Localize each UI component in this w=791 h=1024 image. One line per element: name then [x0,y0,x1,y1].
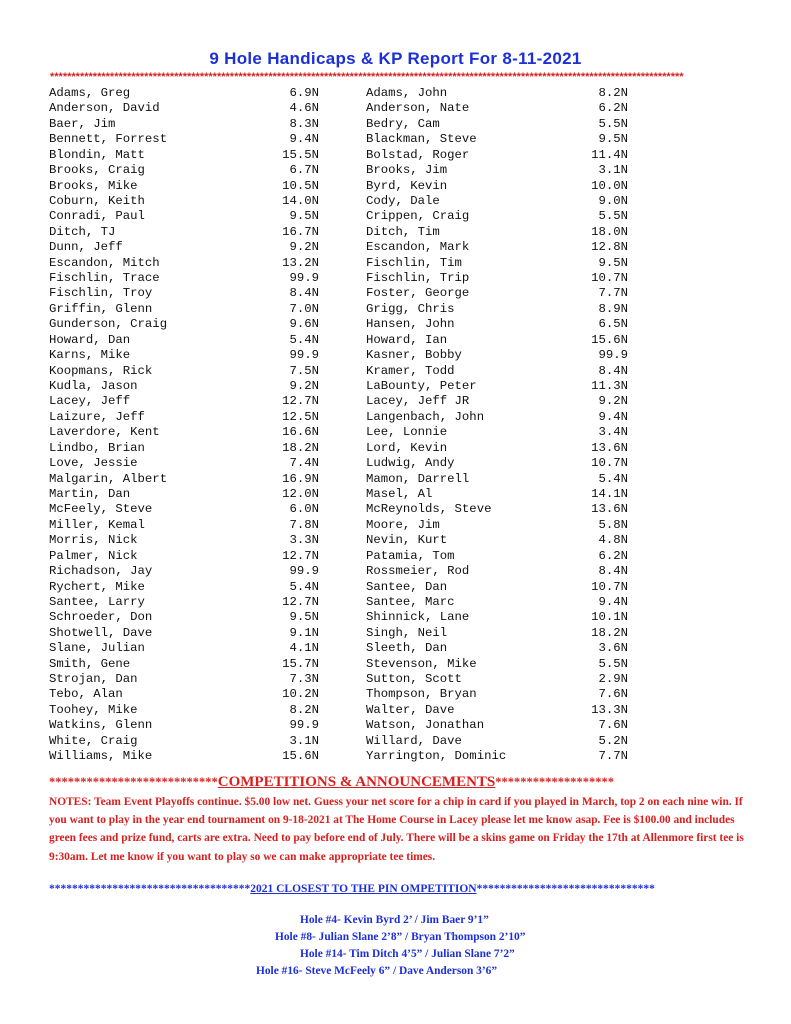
handicap-row [49,379,319,394]
handicap-value: 5.4N [289,579,319,594]
handicap-row [49,286,319,301]
handicap-row [49,456,319,471]
handicap-row [49,564,319,579]
player-name: Martin, Dan [49,486,131,501]
handicap-row [366,549,628,564]
player-name: Willard, Dave [366,733,462,748]
handicap-value: 3.4N [598,425,628,440]
player-name: Karns, Mike [49,348,131,363]
handicap-row [49,209,319,224]
handicap-value: 11.3N [591,379,628,394]
heading-stars-right: ******************* [495,775,615,789]
player-name: Stevenson, Mike [366,656,477,671]
kp-stars-left: *********************************** [49,883,251,895]
player-name: Laverdore, Kent [49,425,160,440]
handicap-value: 10.7N [591,579,628,594]
handicap-row [49,641,319,656]
player-name: Koopmans, Rick [49,363,153,378]
handicap-row [366,749,628,764]
handicap-value: 99.9 [598,348,628,363]
handicap-row [49,179,319,194]
handicap-value: 9.5N [289,610,319,625]
player-name: Kramer, Todd [366,363,455,378]
handicap-row [49,703,319,718]
player-name: Byrd, Kevin [366,178,448,193]
player-name: Richadson, Jay [49,564,153,579]
player-name: Blackman, Steve [366,132,477,147]
player-name: Kudla, Jason [49,379,138,394]
report-title: 9 Hole Handicaps & KP Report For 8-11-2021 [209,49,582,68]
handicap-row [366,302,628,317]
player-name: Moore, Jim [366,517,440,532]
player-name: Cody, Dale [366,193,440,208]
handicap-value: 13.6N [591,502,628,517]
handicap-row [366,425,628,440]
player-name: Blondin, Matt [49,147,145,162]
handicap-value: 10.5N [282,178,319,193]
handicap-row [49,657,319,672]
handicap-value: 99.9 [289,271,319,286]
handicap-value: 4.6N [289,101,319,116]
handicap-value: 99.9 [289,564,319,579]
handicap-value: 16.7N [282,224,319,239]
handicap-row [49,595,319,610]
player-name: Langenbach, John [366,409,485,424]
heading-stars-left: *************************** [49,775,218,789]
handicap-row [366,86,628,101]
handicap-row [366,209,628,224]
handicap-value: 10.7N [591,271,628,286]
handicap-value: 7.7N [598,749,628,764]
handicap-row [366,394,628,409]
handicap-value: 6.0N [289,502,319,517]
handicap-row [366,333,628,348]
kp-hole-8: Hole #8- Julian Slane 2’8” / Bryan Thompson 2’10” [275,931,526,943]
handicap-value: 6.7N [289,163,319,178]
player-name: Lindbo, Brian [49,440,145,455]
handicap-row [49,672,319,687]
handicap-row [366,472,628,487]
handicap-value: 18.2N [591,625,628,640]
player-name: Miller, Kemal [49,517,145,532]
handicap-value: 99.9 [289,718,319,733]
handicap-value: 8.2N [598,86,628,100]
player-name: Brooks, Jim [366,163,448,178]
player-name: Kasner, Bobby [366,348,462,363]
handicap-value: 5.4N [289,332,319,347]
handicap-row [366,256,628,271]
handicap-value: 12.7N [282,594,319,609]
handicap-value: 5.5N [598,116,628,131]
player-name: Howard, Dan [49,332,131,347]
handicap-row [49,117,319,132]
handicap-row [49,101,319,116]
player-name: Ditch, TJ [49,224,116,239]
handicap-value: 6.9N [289,86,319,100]
player-name: Adams, Greg [49,86,131,100]
handicap-row [366,410,628,425]
handicap-row [366,641,628,656]
player-name: Lee, Lonnie [366,425,448,440]
player-name: Adams, John [366,86,448,100]
kp-hole-14: Hole #14- Tim Ditch 4’5” / Julian Slane 7’2” [300,948,515,960]
handicap-value: 5.5N [598,656,628,671]
handicap-row [366,163,628,178]
handicap-value: 7.6N [598,687,628,702]
announcement-notes: NOTES: Team Event Playoffs continue. $5.00 low net. Guess your net score for a chip in card if you played in March, top 2 on each nine win. If you want to play in the year end tournament on 9-18-2021 at The Home Course in Lacey please let me know asap. Fee is $100.00 and includes green fees and prize fund, carts are extra. Need to pay before end of July. There will be a skins game on Friday the 17th at Allenmore first tee is 9:30am. Let me know if you want to play so we can make appropriate tee times. [49,796,744,863]
handicap-row [49,718,319,733]
handicap-value: 4.1N [289,641,319,656]
handicap-value: 15.6N [282,749,319,764]
handicap-row [49,580,319,595]
handicap-row [366,687,628,702]
player-name: Brooks, Mike [49,178,138,193]
player-name: Anderson, Nate [366,101,470,116]
player-name: Rossmeier, Rod [366,564,470,579]
player-name: Fischlin, Trace [49,271,160,286]
player-name: Foster, George [366,286,470,301]
handicap-row [366,441,628,456]
player-name: Ludwig, Andy [366,456,455,471]
handicap-row [366,595,628,610]
player-name: Palmer, Nick [49,548,138,563]
handicap-row [49,518,319,533]
player-name: Crippen, Craig [366,209,470,224]
handicap-row [366,703,628,718]
handicap-row [49,148,319,163]
handicap-value: 9.0N [598,193,628,208]
handicap-value: 4.8N [598,533,628,548]
player-name: Schroeder, Don [49,610,153,625]
handicap-row [49,348,319,363]
handicap-row [366,502,628,517]
handicap-value: 11.4N [591,147,628,162]
handicap-row [49,194,319,209]
player-name: McFeely, Steve [49,502,153,517]
player-name: Malgarin, Albert [49,471,168,486]
handicap-value: 8.2N [289,702,319,717]
handicap-value: 5.5N [598,209,628,224]
handicap-row [366,672,628,687]
handicap-row [366,626,628,641]
handicap-value: 3.1N [289,733,319,748]
handicap-row [366,564,628,579]
handicap-row [49,240,319,255]
handicap-value: 99.9 [289,348,319,363]
handicap-row [49,502,319,517]
handicap-row [366,148,628,163]
handicap-value: 9.5N [598,255,628,270]
handicap-value: 8.4N [598,363,628,378]
handicap-value: 9.4N [289,132,319,147]
handicap-row [366,286,628,301]
handicap-value: 8.3N [289,116,319,131]
player-name: Nevin, Kurt [366,533,448,548]
player-name: Bennett, Forrest [49,132,168,147]
handicap-value: 13.2N [282,255,319,270]
handicap-value: 3.1N [598,163,628,178]
player-name: Santee, Larry [49,594,145,609]
handicap-value: 16.6N [282,425,319,440]
player-name: Slane, Julian [49,641,145,656]
handicap-row [366,194,628,209]
competitions-heading [49,774,749,790]
player-name: Shotwell, Dave [49,625,153,640]
handicap-row [49,610,319,625]
player-name: Yarrington, Dominic [366,749,507,764]
player-name: Hansen, John [366,317,455,332]
handicap-row [49,425,319,440]
player-name: Shinnick, Lane [366,610,470,625]
handicap-value: 7.8N [289,517,319,532]
handicap-value: 9.5N [289,209,319,224]
player-name: Griffin, Glenn [49,301,153,316]
player-name: Escandon, Mitch [49,255,160,270]
handicap-value: 16.9N [282,471,319,486]
handicap-row [366,132,628,147]
player-name: Walter, Dave [366,702,455,717]
player-name: Bedry, Cam [366,116,440,131]
handicap-row [366,101,628,116]
handicap-row [49,441,319,456]
player-name: Baer, Jim [49,116,116,131]
player-name: Santee, Marc [366,594,455,609]
handicap-row [366,240,628,255]
handicap-row [366,317,628,332]
player-name: Morris, Nick [49,533,138,548]
title-separator: **************************************************************************************************************************************************** [50,71,684,83]
player-name: Masel, Al [366,486,433,501]
handicap-row [366,580,628,595]
handicap-value: 15.6N [591,332,628,347]
handicap-value: 8.9N [598,301,628,316]
handicap-row [49,333,319,348]
handicap-row [366,734,628,749]
handicap-value: 9.2N [598,394,628,409]
handicap-value: 9.1N [289,625,319,640]
handicap-value: 5.8N [598,517,628,532]
handicap-value: 9.2N [289,240,319,255]
handicap-value: 18.2N [282,440,319,455]
player-name: Sleeth, Dan [366,641,448,656]
handicap-value: 2.9N [598,672,628,687]
handicap-row [49,225,319,240]
player-name: Lord, Kevin [366,440,448,455]
player-name: Fischlin, Troy [49,286,153,301]
handicap-row [49,410,319,425]
player-name: Williams, Mike [49,749,153,764]
handicap-value: 10.0N [591,178,628,193]
handicap-value: 6.2N [598,101,628,116]
handicap-value: 9.5N [598,132,628,147]
player-name: Dunn, Jeff [49,240,123,255]
handicap-row [49,549,319,564]
player-name: Watson, Jonathan [366,718,485,733]
handicap-row [49,302,319,317]
player-name: Love, Jessie [49,456,138,471]
handicap-value: 13.3N [591,702,628,717]
player-name: LaBounty, Peter [366,379,477,394]
handicap-value: 7.5N [289,363,319,378]
handicap-row [366,487,628,502]
handicap-row [366,379,628,394]
handicap-value: 5.2N [598,733,628,748]
handicap-row [49,163,319,178]
kp-heading [49,882,749,896]
handicap-row [366,271,628,286]
kp-hole-16: Hole #16- Steve McFeely 6” / Dave Anderson 3’6” [256,965,498,977]
player-name: Sutton, Scott [366,672,462,687]
handicap-row [366,657,628,672]
handicap-value: 7.0N [289,301,319,316]
player-name: Smith, Gene [49,656,131,671]
handicap-row [49,533,319,548]
player-name: Bolstad, Roger [366,147,470,162]
player-name: McReynolds, Steve [366,502,492,517]
handicap-value: 7.7N [598,286,628,301]
player-name: Coburn, Keith [49,193,145,208]
handicap-value: 9.6N [289,317,319,332]
handicap-row [49,487,319,502]
kp-title: 2021 CLOSEST TO THE PIN OMPETITION [250,883,477,895]
player-name: Conradi, Paul [49,209,145,224]
handicap-row [49,86,319,101]
player-name: Ditch, Tim [366,224,440,239]
handicap-value: 7.4N [289,456,319,471]
kp-hole-4: Hole #4- Kevin Byrd 2’ / Jim Baer 9’1” [300,914,489,926]
handicap-row [49,472,319,487]
player-name: Fischlin, Tim [366,255,462,270]
handicap-value: 12.8N [591,240,628,255]
competitions-title: COMPETITIONS & ANNOUNCEMENTS [217,774,496,790]
player-name: Toohey, Mike [49,702,138,717]
handicap-row [49,132,319,147]
handicap-value: 9.4N [598,594,628,609]
handicap-value: 15.5N [282,147,319,162]
handicap-value: 7.3N [289,672,319,687]
handicap-value: 10.7N [591,456,628,471]
player-name: Watkins, Glenn [49,718,153,733]
handicap-value: 14.0N [282,193,319,208]
handicap-row [366,364,628,379]
handicap-value: 12.5N [282,409,319,424]
player-name: Tebo, Alan [49,687,123,702]
handicap-row [49,394,319,409]
handicap-row [366,610,628,625]
player-name: Brooks, Craig [49,163,145,178]
handicap-value: 8.4N [598,564,628,579]
handicap-value: 12.7N [282,394,319,409]
handicap-value: 6.2N [598,548,628,563]
handicap-value: 18.0N [591,224,628,239]
handicap-value: 10.2N [282,687,319,702]
handicap-row [49,256,319,271]
handicap-list-right [366,86,628,765]
handicap-row [366,225,628,240]
handicap-row [49,749,319,764]
player-name: Patamia, Tom [366,548,455,563]
player-name: White, Craig [49,733,138,748]
handicap-value: 5.4N [598,471,628,486]
handicap-list-left [49,86,319,765]
handicap-row [366,533,628,548]
handicap-value: 15.7N [282,656,319,671]
player-name: Mamon, Darrell [366,471,470,486]
handicap-value: 3.6N [598,641,628,656]
handicap-value: 7.6N [598,718,628,733]
player-name: Laizure, Jeff [49,409,145,424]
player-name: Gunderson, Craig [49,317,168,332]
player-name: Strojan, Dan [49,672,138,687]
player-name: Lacey, Jeff [49,394,131,409]
handicap-row [49,271,319,286]
player-name: Thompson, Bryan [366,687,477,702]
handicap-row [49,364,319,379]
handicap-row [366,117,628,132]
player-name: Escandon, Mark [366,240,470,255]
handicap-value: 3.3N [289,533,319,548]
handicap-value: 12.7N [282,548,319,563]
handicap-row [49,626,319,641]
handicap-row [49,734,319,749]
player-name: Rychert, Mike [49,579,145,594]
handicap-row [366,518,628,533]
handicap-row [366,348,628,363]
handicap-row [49,687,319,702]
player-name: Singh, Neil [366,625,448,640]
handicap-row [366,456,628,471]
handicap-value: 10.1N [591,610,628,625]
player-name: Santee, Dan [366,579,448,594]
player-name: Fischlin, Trip [366,271,470,286]
handicap-row [366,718,628,733]
handicap-row [49,317,319,332]
kp-stars-right: ******************************* [476,883,655,895]
handicap-row [366,179,628,194]
handicap-value: 9.2N [289,379,319,394]
handicap-value: 14.1N [591,486,628,501]
player-name: Grigg, Chris [366,301,455,316]
player-name: Howard, Ian [366,332,448,347]
handicap-value: 12.0N [282,486,319,501]
handicap-value: 13.6N [591,440,628,455]
handicap-value: 6.5N [598,317,628,332]
handicap-value: 9.4N [598,409,628,424]
handicap-value: 8.4N [289,286,319,301]
player-name: Anderson, David [49,101,160,116]
player-name: Lacey, Jeff JR [366,394,470,409]
